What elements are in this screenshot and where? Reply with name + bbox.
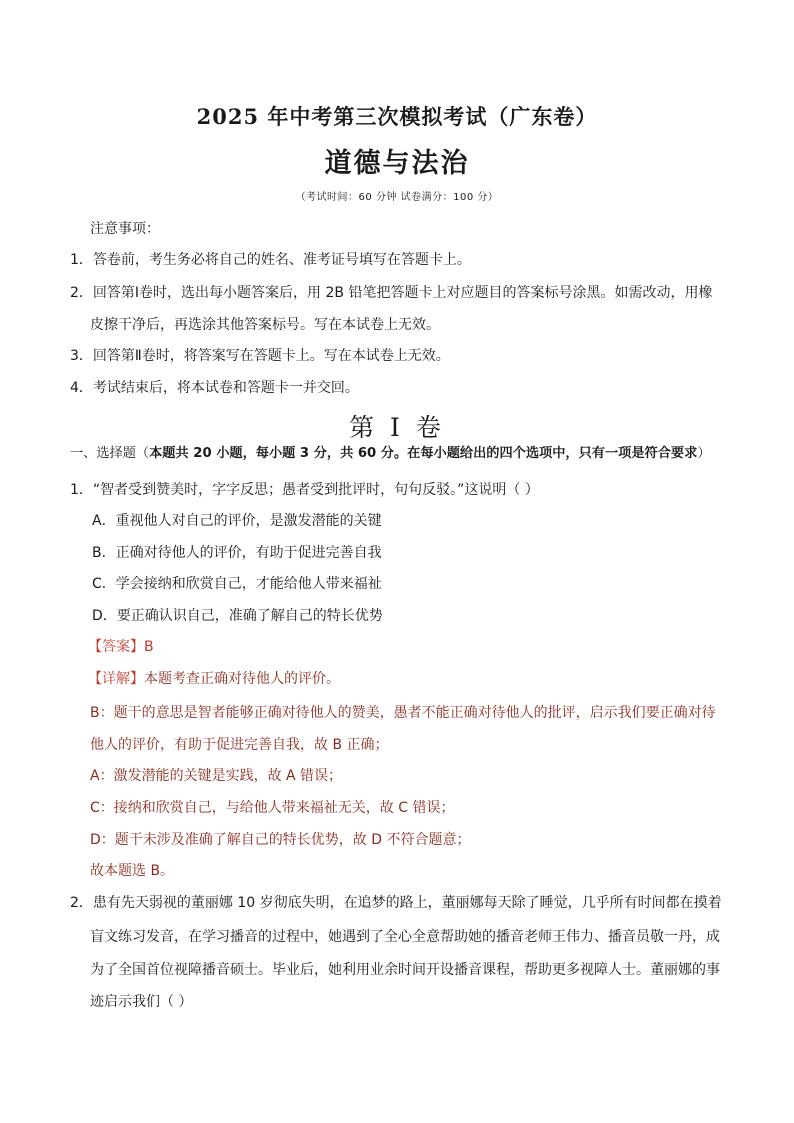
question-1-stem: 1．“智者受到赞美时，字字反思；愚者受到批评时，句句反驳。”这说明（ ） [70,482,539,498]
analysis-line: D：题干未涉及准确了解自己的特长优势，故 D 不符合题意； [90,832,471,848]
exam-info: （考试时间：60 分钟 试卷满分：100 分） [295,192,499,203]
instruction-bold: 本题共 20 小题，每小题 3 分，共 60 分。在每小题给出的四个选项中，只有一项是符合要求 [149,446,698,461]
question-2-stem: 迹启示我们（ ） [90,994,193,1010]
notice-item: 3．回答第Ⅱ卷时，将答案写在答题卡上。写在本试卷上无效。 [70,348,450,364]
answer-label: 【答案】B [88,639,154,655]
notice-item: 4．考试结束后，将本试卷和答题卡一并交回。 [70,380,359,396]
detail-line [88,669,340,689]
analysis-line: 故本题选 B。 [90,863,175,879]
question-1-option-b: B．正确对待他人的评价，有助于促进完善自我 [92,545,382,561]
question-2-stem: 盲文练习发音，在学习播音的过程中，她遇到了全心全意帮助她的播音老师王伟力、播音员敬一丹，成 [90,929,720,945]
analysis-line: A：激发潜能的关键是实践，故 A 错误； [90,768,343,784]
notice-heading: 注意事项： [90,221,160,237]
subject-title: 道德与法治 [324,148,470,179]
question-1-option-c: C．学会接纳和欣赏自己，才能给他人带来福祉 [92,576,382,592]
analysis-line: 他人的评价，有助于促进完善自我，故 B 正确； [90,737,389,753]
notice-item: 1．答卷前，考生务必将自己的姓名、准考证号填写在答题卡上。 [70,252,471,268]
analysis-line: B：题干的意思是智者能够正确对待他人的赞美，愚者不能正确对待他人的批评，启示我们要正确对待 [90,705,716,721]
section-instruction [70,444,711,464]
section-title: 第 I 卷 [349,413,445,442]
question-1-option-a: A．重视他人对自己的评价，是激发潜能的关键 [92,513,382,529]
notice-item-continued: 皮擦干净后，再选涂其他答案标号。写在本试卷上无效。 [90,317,440,333]
detail-text: 本题考查正确对待他人的评价。 [144,671,340,687]
question-1-option-d: D．要正确认识自己，准确了解自己的特长优势 [92,608,383,624]
analysis-line: C：接纳和欣赏自己，与给他人带来福祉无关，故 C 错误； [90,800,455,816]
instruction-prefix: 一、选择题（ [70,446,150,461]
detail-label: 【详解】 [88,671,144,687]
exam-title: 2025 年中考第三次模拟考试（广东卷） [196,104,598,129]
question-2-stem: 2．患有先天弱视的董丽娜 10 岁彻底失明，在追梦的路上，董丽娜每天除了睡觉，几乎所有时间都在摸着 [70,895,722,911]
notice-item: 2．回答第Ⅰ卷时，选出每小题答案后，用 2B 铅笔把答题卡上对应题目的答案标号涂黑。如需改动，用橡 [70,285,713,301]
question-2-stem: 为了全国首位视障播音硕士。毕业后，她利用业余时间开设播音课程，帮助更多视障人士。董丽娜的事 [90,962,720,978]
instruction-suffix: ） [697,446,711,461]
